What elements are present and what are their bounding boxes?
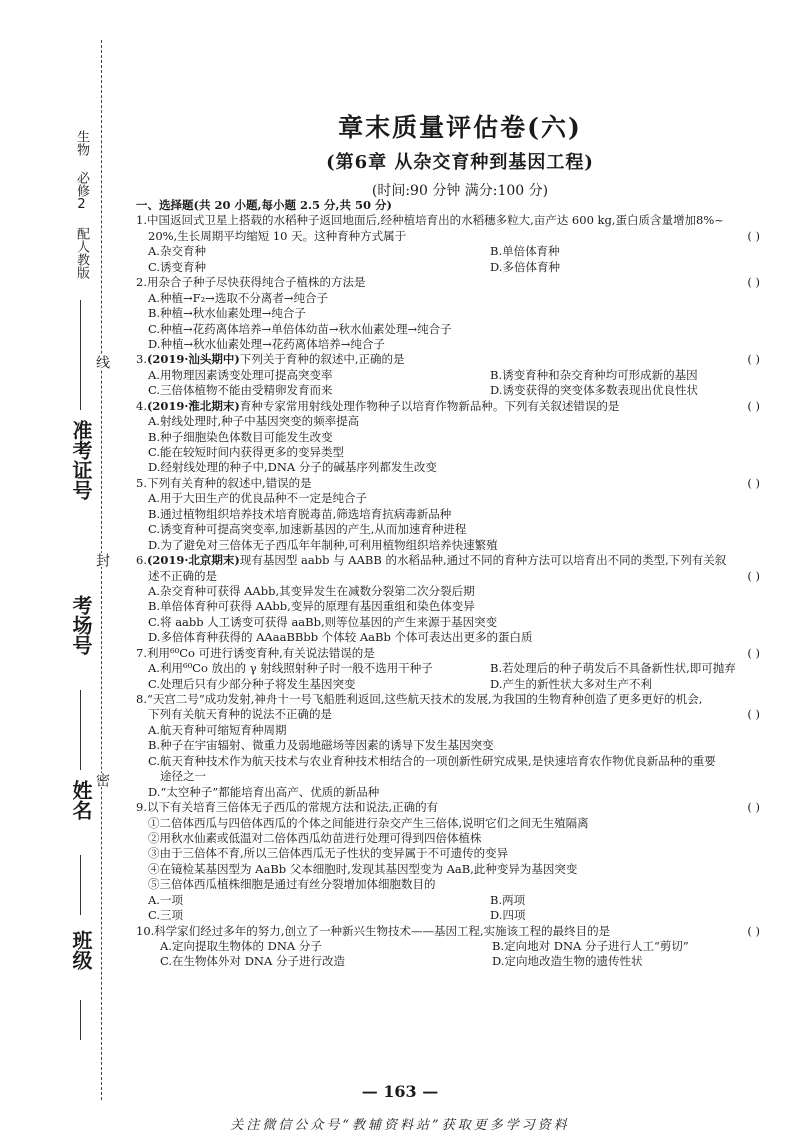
source-tag: (2019·淮北期末) — [146, 398, 240, 413]
option-b: B.单倍体育种 — [490, 244, 560, 259]
page-subtitle: (第6章 从杂交育种到基因工程) — [326, 152, 594, 173]
option-a: A.射线处理时,种子中基因突变的频率提高 — [148, 414, 360, 429]
binding-dashed-line — [101, 40, 102, 1100]
field-label-room-number: 考场号 — [69, 595, 93, 655]
question-9-options-ab — [136, 893, 764, 908]
option-a: A.杂交育种 — [148, 244, 206, 259]
subject-label: 生物 必修2 配人教版 — [74, 130, 89, 279]
option-a: A.种植→F₂→选取不分离者→纯合子 — [148, 290, 328, 305]
answer-paren: ( ) — [747, 398, 760, 413]
question-1-options-cd — [136, 260, 764, 275]
statement-3: ③由于三倍体不育,所以三倍体西瓜无子性状的变异属于不可遗传的变异 — [148, 846, 509, 861]
statement-1: ①二倍体西瓜与四倍体西瓜的个体之间能进行杂交产生三倍体,说明它们之间无生殖隔离 — [148, 815, 589, 830]
option-c: C.诱变育种可提高突变率,加速新基因的产生,从而加速育种进程 — [148, 522, 467, 537]
binding-mark-seal: 封 — [94, 553, 110, 567]
option-d: D.经射线处理的种子中,DNA 分子的碱基序列都发生改变 — [148, 460, 437, 475]
class-underline — [80, 1000, 81, 1040]
question-7-stem — [136, 646, 764, 661]
option-b: B.通过植物组织培养技术培育脱毒苗,筛选培育抗病毒新品种 — [148, 506, 452, 521]
footer-note: 关注微信公众号“教辅资料站”获取更多学习资料 — [230, 1118, 570, 1133]
answer-paren: ( ) — [747, 475, 760, 490]
question-number: 3. — [136, 352, 147, 367]
question-8-text: 下列有关航天育种的说法不正确的是 — [148, 707, 332, 722]
question-10-stem — [136, 924, 764, 939]
option-b: B.种子细胞染色体数目可能发生改变 — [148, 429, 333, 444]
answer-paren: ( ) — [747, 228, 760, 243]
name-underline — [80, 855, 81, 915]
question-2-text: 2.用杂合子种子尽快获得纯合子植株的方法是 — [136, 275, 366, 290]
question-number: 6. — [136, 553, 147, 568]
option-d: D.“太空种子”都能培育出高产、优质的新品种 — [148, 784, 380, 799]
option-d: D.种植→秋水仙素处理→花药离体培养→纯合子 — [148, 336, 385, 351]
option-b: B.种植→秋水仙素处理→纯合子 — [148, 306, 306, 321]
option-c: C.三倍体植物不能由受精卵发育而来 — [148, 383, 333, 398]
question-10-options-ab — [136, 939, 764, 954]
question-8-line2 — [136, 707, 764, 722]
option-c: C.三项 — [148, 908, 184, 923]
option-d: D.多倍体育种 — [490, 259, 560, 274]
question-3-stem — [136, 352, 764, 367]
option-c-cont: 途径之一 — [160, 769, 206, 784]
question-4-text: 育种专家常用射线处理作物种子以培育作物新品种。下列有关叙述错误的是 — [239, 398, 620, 413]
question-number: 4. — [136, 398, 147, 413]
option-a: A.一项 — [148, 892, 183, 907]
question-6-line2 — [136, 569, 764, 584]
field-label-exam-number: 准考证号 — [69, 420, 93, 500]
option-c: C.能在较短时间内获得更多的变异类型 — [148, 445, 345, 459]
option-d: D.定向地改造生物的遗传性状 — [492, 954, 643, 969]
option-b: B.诱变育种和杂交育种均可形成新的基因 — [490, 367, 698, 382]
option-d: D.诱变获得的突变体多数表现出优良性状 — [490, 383, 698, 398]
question-7-options-ab — [136, 661, 764, 676]
option-b: B.两项 — [490, 892, 526, 907]
question-1-options-ab — [136, 244, 764, 259]
question-5-text: 5.下列有关育种的叙述中,错误的是 — [136, 475, 312, 490]
option-a: A.用物理因素诱变处理可提高突变率 — [148, 367, 333, 382]
question-5-stem — [136, 476, 764, 491]
question-3-options-cd — [136, 383, 764, 398]
answer-paren: ( ) — [747, 645, 760, 660]
page-title: 章末质量评估卷(六) — [338, 113, 582, 142]
question-6-text: 现有基因型 aabb 与 AABB 的水稻品种,通过不同的育种方法可以培育出不同的类型,下列有关叙 — [239, 553, 727, 568]
question-9-text: 9.以下有关培育三倍体无子西瓜的常规方法和说法,正确的有 — [136, 800, 439, 815]
statement-4: ④在镜检某基因型为 AaBb 父本细胞时,发现其基因型变为 AaB,此种变异为基因突变 — [148, 861, 578, 876]
question-3-options-ab — [136, 368, 764, 383]
option-c: C.航天育种技术作为航天技术与农业育种技术相结合的一项创新性研究成果,是快速培育农作物优良新品种的重要 — [148, 753, 716, 768]
question-1-stem: 20%,生长周期平均缩短 10 天。这种育种方式属于 — [148, 228, 407, 243]
option-a: A.用于大田生产的优良品种不一定是纯合子 — [148, 491, 367, 506]
statement-5: ⑤三倍体西瓜植株细胞是通过有丝分裂增加体细胞数目的 — [148, 877, 436, 892]
page-number: — 163 — — [361, 1082, 439, 1101]
section-heading: 一、选择题(共 20 小题,每小题 2.5 分,共 50 分) — [136, 198, 392, 212]
option-d: D.产生的新性状大多对生产不利 — [490, 676, 652, 691]
question-4-stem — [136, 399, 764, 414]
time-info: (时间:90 分钟 满分:100 分) — [371, 183, 549, 199]
room-number-underline — [80, 690, 81, 770]
option-b: B.若处理后的种子萌发后不具备新性状,即可抛弃 — [490, 661, 736, 676]
option-a: A.杂交育种可获得 AAbb,其变异发生在减数分裂第二次分裂后期 — [148, 583, 475, 598]
field-label-class: 班级 — [69, 930, 93, 970]
answer-paren: ( ) — [747, 352, 760, 367]
option-b: B.单倍体育种可获得 AAbb,变异的原理有基因重组和染色体变异 — [148, 599, 475, 614]
question-9-stem — [136, 800, 764, 815]
question-10-options-cd — [136, 954, 764, 969]
question-8-line1: 8.“天宫二号”成功发射,神舟十一号飞船胜利返回,这些航天技术的发展,为我国的生物育种创造了更多更好的机会, — [136, 692, 703, 706]
source-tag: (2019·汕头期中) — [146, 352, 240, 367]
binding-mark-close: 密 — [94, 773, 110, 787]
option-b: B.定向地对 DNA 分子进行人工“剪切” — [492, 939, 689, 953]
question-1-line1: 1.中国返回式卫星上搭载的水稻种子返回地面后,经种植培育出的水稻穗多粒大,亩产达 600 kg,蛋白质含量增加8%~ — [136, 213, 724, 228]
option-c: C.将 aabb 人工诱变可获得 aaBb,则等位基因的产生来源于基因突变 — [148, 614, 498, 629]
question-7-options-cd — [136, 677, 764, 692]
option-c: C.种植→花药离体培养→单倍体幼苗→秋水仙素处理→纯合子 — [148, 321, 452, 336]
option-d: D.四项 — [490, 908, 526, 923]
question-7-text: 7.利用⁶⁰Co 可进行诱变育种,有关说法错误的是 — [136, 645, 375, 660]
answer-paren: ( ) — [747, 707, 760, 722]
question-6-text-cont: 述不正确的是 — [148, 568, 217, 583]
field-label-name: 姓名 — [69, 780, 93, 820]
option-a: A.航天育种可缩短育种周期 — [148, 722, 287, 737]
option-c: C.在生物体外对 DNA 分子进行改造 — [160, 954, 345, 969]
question-10-text: 10.科学家们经过多年的努力,创立了一种新兴生物技术——基因工程,实施该工程的最终目的是 — [136, 923, 611, 938]
option-d: D.为了避免对三倍体无子西瓜年年制种,可利用植物组织培养快速繁殖 — [148, 537, 498, 552]
question-3-text: 下列关于育种的叙述中,正确的是 — [239, 352, 405, 367]
question-9-options-cd — [136, 908, 764, 923]
answer-paren: ( ) — [747, 568, 760, 583]
question-1-line2 — [136, 229, 764, 244]
answer-paren: ( ) — [747, 923, 760, 938]
exam-number-underline — [80, 300, 81, 410]
question-6-line1 — [136, 553, 764, 568]
option-c: C.诱变育种 — [148, 259, 207, 274]
question-list — [136, 198, 764, 970]
statement-2: ②用秋水仙素或低温对二倍体西瓜幼苗进行处理可得到四倍体植株 — [148, 830, 482, 845]
option-d: D.多倍体育种获得的 AAaaBBbb 个体较 AaBb 个体可表达出更多的蛋白质 — [148, 630, 533, 645]
answer-paren: ( ) — [747, 275, 760, 290]
option-a: A.定向提取生物体的 DNA 分子 — [160, 939, 322, 953]
answer-paren: ( ) — [747, 800, 760, 815]
question-2-stem — [136, 275, 764, 290]
option-c: C.处理后只有少部分种子将发生基因突变 — [148, 676, 356, 691]
option-a: A.利用⁶⁰Co 放出的 γ 射线照射种子时一般不选用干种子 — [148, 661, 433, 676]
option-b: B.种子在宇宙辐射、微重力及弱地磁场等因素的诱导下发生基因突变 — [148, 738, 494, 753]
binding-mark-line: 线 — [94, 355, 110, 369]
source-tag: (2019·北京期末) — [146, 553, 240, 568]
